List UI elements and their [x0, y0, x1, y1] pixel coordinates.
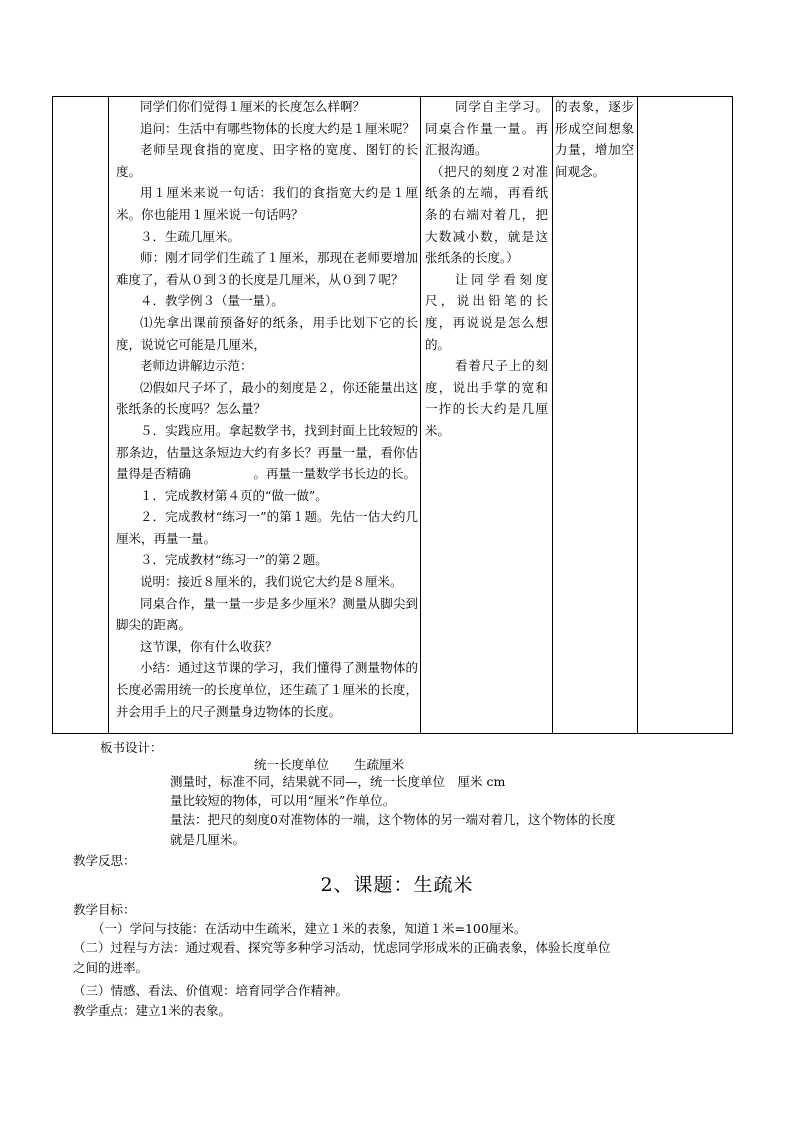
table-divider-3: [552, 96, 553, 734]
student-line: 同学自主学习。同桌合作量一量。再汇报沟通。: [425, 99, 548, 158]
main-line: 用１厘米来说一句话：我们的食指宽大约是１厘米。你也能用１厘米说一句话吗？: [116, 185, 418, 222]
lesson-table: [52, 96, 733, 734]
teacher-activity-cell: [116, 96, 418, 722]
main-line: ２．完成教材“练习一”的第１题。先估一估大约几厘米，再量一量。: [116, 509, 418, 546]
reflection-label: 教学反思：: [73, 853, 136, 868]
table-border-bottom: [52, 733, 733, 734]
goal-3: （三）情感、看法、价值观：培育同学合作精神。: [73, 983, 349, 998]
goals-heading: 教学目标：: [73, 902, 136, 917]
board-line-4: 量法：把尺的刻度0对准物体的一端，这个物体的另一端对着几，这个物体的长度: [170, 812, 616, 827]
goal-2-line-1: （二）过程与方法：通过观看、探究等多种学习活动，忧虑同学形成米的正确表象，体验长度单位: [73, 940, 611, 955]
student-activity-cell: [425, 96, 548, 442]
board-line-3: 量比较短的物体，可以用“厘米”作单位。: [170, 793, 396, 808]
goal-1: （一）学问与技能：在活动中生疏米，建立１米的表象，知道１米=100厘米。: [92, 921, 527, 936]
student-line: 让同学看刻度尺，说出铅笔的长度，再说说是怎么想的。: [425, 271, 548, 352]
board-heading: 板书设计：: [100, 740, 163, 755]
table-divider-1: [108, 96, 109, 734]
design-intent-cell: [555, 96, 634, 182]
main-line: ５．实践应用。拿起数学书，找到封面上比较短的那条边，估量这条短边大约有多长？再量一量，看你估量得是否精确 。再量一量数学书长边的长。: [116, 422, 418, 482]
main-line: ⑵假如尺子坏了，最小的刻度是２，你还能量出这张纸条的长度吗？怎么量？: [116, 379, 418, 417]
board-line-5: 就是几厘米。: [170, 832, 246, 847]
main-line: ３．生疏几厘米。: [140, 228, 241, 244]
lesson-2-title: 2、课题：生疏米: [320, 874, 474, 896]
main-line: 同学们你们觉得１厘米的长度怎么样啊？: [140, 99, 366, 114]
main-line: 说明：接近８厘米的，我们说它大约是８厘米。: [140, 574, 403, 590]
main-line: 师：刚才同学们生疏了１厘米，那现在老师要增加难度了，看从０到３的长度是几厘米，从０到７呢？: [116, 250, 418, 287]
main-line: ４．教学例３（量一量）。: [140, 293, 284, 309]
main-line: 小结：通过这节课的学习，我们懂得了测量物体的长度必需用统一的长度单位，还生疏了１厘米的长度，并会用手上的尺子测量身边物体的长度。: [116, 660, 418, 719]
main-line: 老师呈现食指的宽度、田字格的宽度、图钉的长度。: [116, 142, 418, 179]
main-line: ３．完成教材“练习一”的第２题。: [140, 552, 328, 568]
main-line: 老师边讲解边示范：: [140, 358, 253, 374]
table-border-right: [732, 96, 733, 734]
table-border-left: [52, 96, 53, 734]
main-line: 追问：生活中有哪些物体的长度大约是１厘米呢？: [140, 120, 416, 136]
table-divider-4: [637, 96, 638, 734]
main-line: 这节课，你有什么收获？: [140, 638, 278, 654]
board-line-1: 统一长度单位 生疏厘米: [254, 757, 405, 772]
main-line: １．完成教材第４页的“做一做”。: [140, 487, 328, 503]
key-point: 教学重点：建立1米的表象。: [73, 1003, 231, 1018]
table-divider-2: [420, 96, 421, 734]
main-line: 同桌合作，量一量一步是多少厘米？测量从脚尖到脚尖的距离。: [116, 595, 418, 633]
student-line: 看着尺子上的刻度，说出手掌的宽和一拃的长大约是几厘米。: [425, 358, 548, 438]
goal-2-line-2: 之间的进率。: [73, 960, 149, 975]
student-line: （把尺的刻度２对准纸条的左端，再看纸条的右端对着几，把大数减小数，就是这张纸条的长度。）: [425, 163, 548, 266]
board-line-2: 测量时，标准不同，结果就不同—，统一长度单位 厘米 cm: [170, 774, 506, 789]
goal-text: 的表象，逐步形成空间想象力量，增加空间观念。: [555, 99, 634, 179]
main-line: ⑴先拿出课前预备好的纸条，用手比划下它的长度，说说它可能是几厘米，: [116, 314, 418, 352]
